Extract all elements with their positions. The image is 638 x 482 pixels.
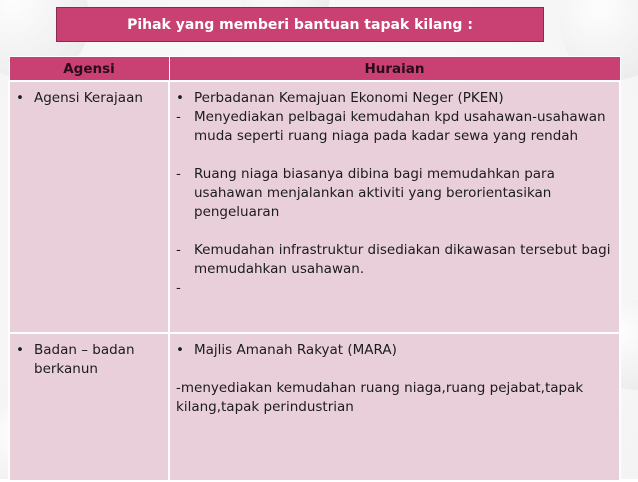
agency-table	[8, 56, 621, 482]
list-item	[176, 241, 613, 279]
item-text: Majlis Amanah Rakyat (MARA)	[194, 342, 397, 358]
agency-bullet	[16, 89, 162, 108]
description-cell	[169, 81, 620, 333]
agency-cell	[9, 333, 169, 481]
bullet-marker: •	[16, 90, 24, 106]
description-note: -menyediakan kemudahan ruang niaga,ruang pejabat,tapak kilang,tapak perindustrian	[176, 380, 584, 415]
bullet-marker: •	[16, 342, 24, 358]
list-item	[176, 165, 613, 222]
item-marker: •	[176, 90, 184, 106]
item-text: Menyediakan pelbagai kemudahan kpd usahawan-usahawan muda seperti ruang niaga pada kadar sewa yang rendah	[194, 109, 606, 144]
item-marker: -	[176, 242, 181, 258]
agency-bullet	[16, 341, 162, 379]
list-item	[176, 279, 613, 298]
table-row	[9, 333, 620, 481]
item-text: Ruang niaga biasanya dibina bagi memudahkan para usahawan menjalankan aktiviti yang berorientasikan pengeluaran	[194, 166, 555, 220]
item-marker: -	[176, 166, 181, 182]
item-marker: •	[176, 342, 184, 358]
list-item	[176, 341, 613, 360]
header-huraian: Huraian	[169, 57, 620, 82]
item-text	[194, 279, 613, 298]
list-item	[176, 89, 613, 108]
table-header-row	[9, 57, 620, 82]
table-row	[9, 81, 620, 333]
item-text: Kemudahan infrastruktur disediakan dikawasan tersebut bagi memudahkan usahawan.	[194, 242, 611, 277]
description-cell	[169, 333, 620, 481]
header-agensi: Agensi	[9, 57, 169, 82]
item-text: Perbadanan Kemajuan Ekonomi Neger (PKEN)	[194, 90, 504, 106]
item-marker: -	[176, 109, 181, 125]
agency-name: Badan – badan berkanun	[34, 342, 135, 377]
slide-title: Pihak yang memberi bantuan tapak kilang :	[127, 16, 473, 33]
agency-cell	[9, 81, 169, 333]
item-marker: -	[176, 280, 181, 296]
title-banner	[56, 7, 544, 42]
agency-name: Agensi Kerajaan	[34, 90, 143, 106]
list-item	[176, 108, 613, 146]
